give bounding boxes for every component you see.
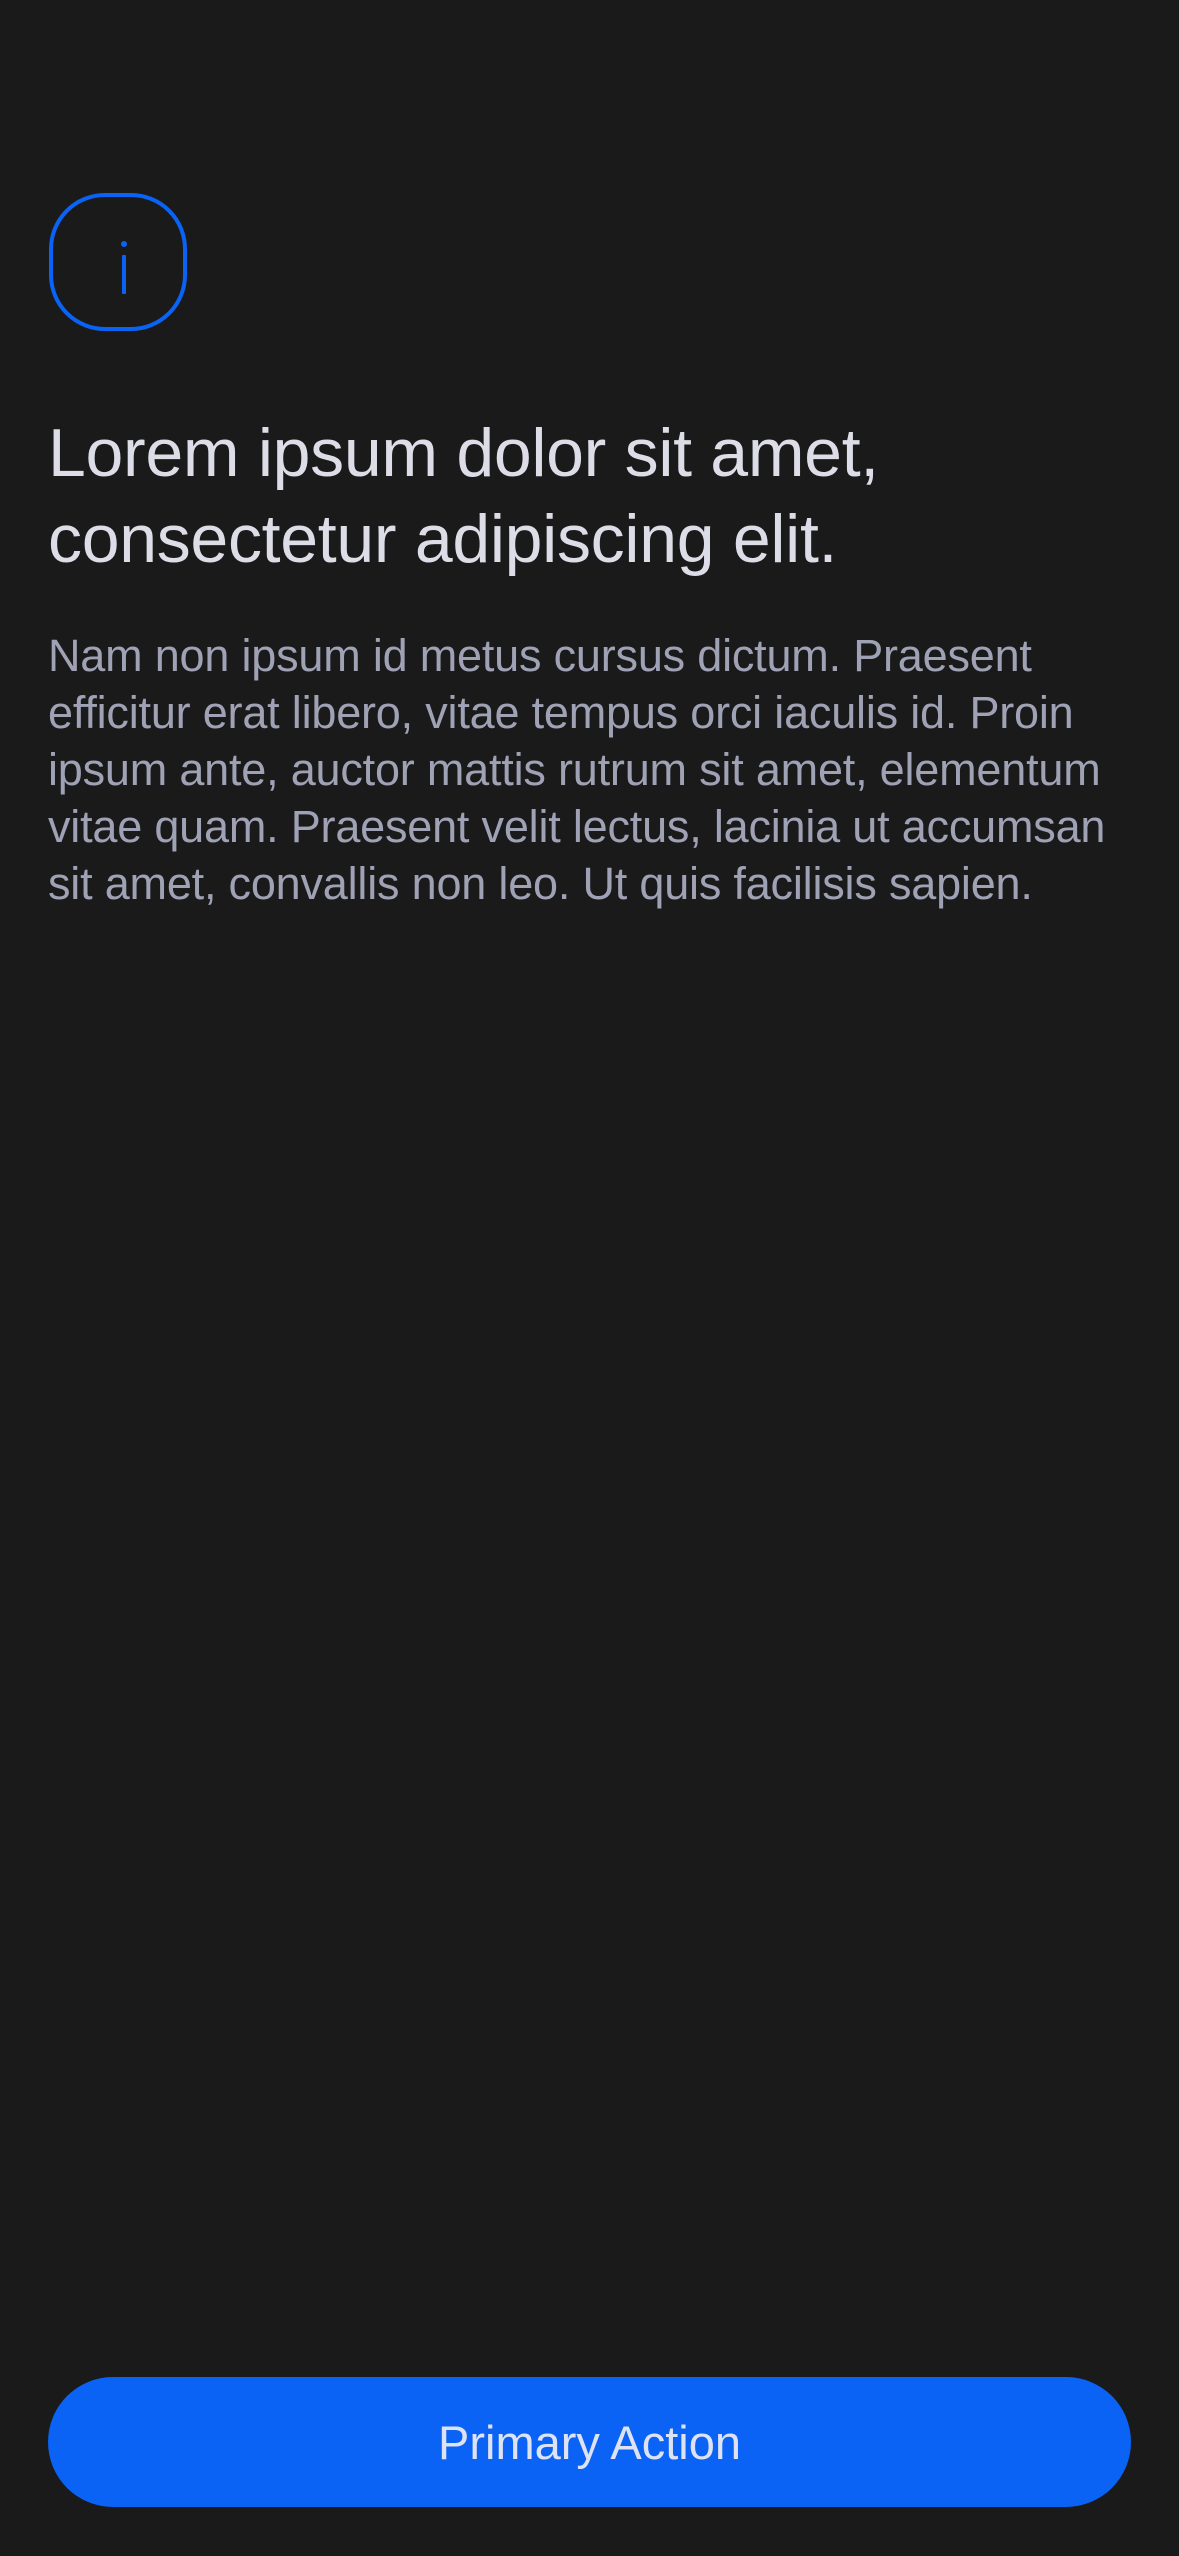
body-text: Nam non ipsum id metus cursus dictum. Praesent efficitur erat libero, vitae tempus orci iaculis id. Proin ipsum ante, auctor mattis rutrum sit amet, elementum vitae quam. Praesent velit lectus, lacinia ut accumsan sit amet, convallis non leo. Ut quis facilisis sapien. xyxy=(48,630,1106,909)
headline: Lorem ipsum dolor sit amet, consectetur adipiscing elit. xyxy=(48,415,879,577)
primary-action-button[interactable]: Primary Action xyxy=(48,2377,1131,2507)
info-icon xyxy=(49,193,187,331)
info-glyph xyxy=(53,197,183,327)
